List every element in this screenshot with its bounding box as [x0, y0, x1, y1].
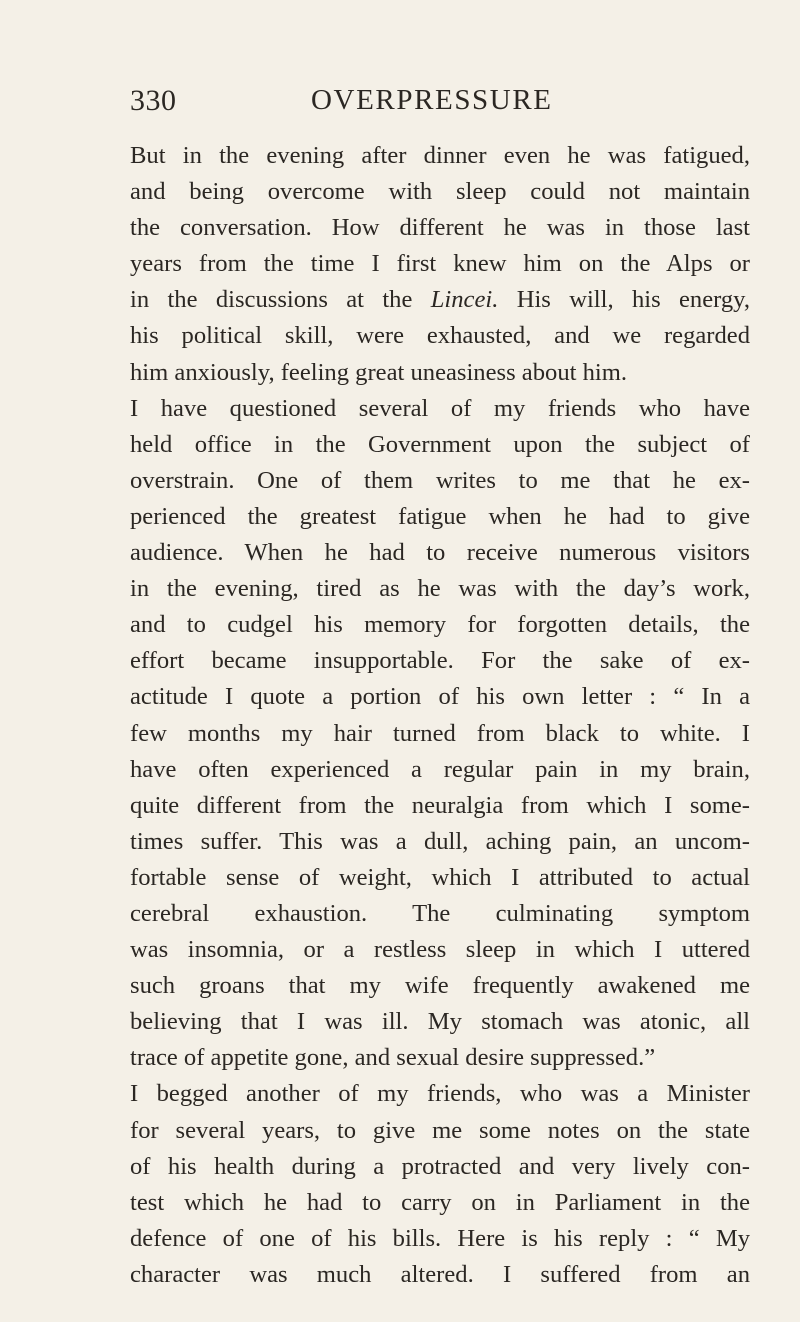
text-segment: overstrain. One of them writes to me that he ex-	[130, 466, 750, 494]
text-line	[130, 932, 750, 968]
page-header	[130, 84, 750, 134]
text-line	[130, 968, 750, 1004]
text-segment: I begged another of my friends, who was a Minister	[130, 1080, 750, 1108]
text-segment: and being overcome with sleep could not maintain	[130, 178, 750, 206]
text-line	[130, 824, 750, 860]
text-line	[130, 174, 750, 210]
text-segment: cerebral exhaustion. The culminating symptom	[130, 899, 750, 927]
text-segment: in the discussions at the	[130, 286, 431, 314]
text-segment: and to cudgel his memory for forgotten details, the	[130, 611, 750, 639]
running-head: OVERPRESSURE	[311, 84, 553, 116]
text-line	[130, 1113, 750, 1149]
italic-term: Lincei.	[430, 286, 499, 314]
text-line	[130, 1221, 750, 1257]
text-line	[130, 643, 750, 679]
text-line	[130, 355, 750, 391]
text-line	[130, 571, 750, 607]
text-segment: test which he had to carry on in Parliament in the	[130, 1188, 750, 1216]
text-line	[130, 1257, 750, 1293]
text-segment: few months my hair turned from black to white. I	[130, 719, 750, 747]
text-segment: actitude I quote a portion of his own letter : “ In a	[130, 683, 750, 711]
text-segment: held office in the Government upon the subject of	[130, 430, 750, 458]
text-segment: his political skill, were exhausted, and we regarded	[130, 322, 750, 350]
page-number: 330	[130, 84, 177, 117]
text-segment: believing that I was ill. My stomach was atonic, all	[130, 1008, 750, 1036]
text-segment: of his health during a protracted and very lively con-	[130, 1152, 750, 1180]
text-line	[130, 210, 750, 246]
text-segment: times suffer. This was a dull, aching pain, an uncom-	[130, 827, 750, 855]
text-segment: effort became insupportable. For the sake of ex-	[130, 647, 750, 675]
text-segment: trace of appetite gone, and sexual desire suppressed.”	[130, 1044, 656, 1072]
text-line	[130, 535, 750, 571]
text-segment: fortable sense of weight, which I attributed to actual	[130, 863, 750, 891]
text-line	[130, 246, 750, 282]
text-line	[130, 318, 750, 354]
text-line	[130, 860, 750, 896]
text-line	[130, 138, 750, 174]
text-line	[130, 282, 750, 318]
text-segment: him anxiously, feeling great uneasiness about him.	[130, 358, 628, 386]
text-line	[130, 716, 750, 752]
text-segment: audience. When he had to receive numerous visitors	[130, 539, 750, 567]
text-segment: was insomnia, or a restless sleep in which I uttered	[130, 936, 750, 964]
text-segment: defence of one of his bills. Here is his reply : “ My	[130, 1224, 750, 1252]
text-line	[130, 427, 750, 463]
text-segment: years from the time I first knew him on the Alps or	[130, 250, 750, 278]
text-segment: perienced the greatest fatigue when he had to give	[130, 502, 750, 530]
text-line	[130, 788, 750, 824]
body-text	[130, 138, 750, 1293]
text-line	[130, 752, 750, 788]
text-segment: for several years, to give me some notes on the state	[130, 1116, 750, 1144]
text-segment: His will, his energy,	[498, 286, 751, 314]
text-segment: in the evening, tired as he was with the day’s work,	[130, 575, 750, 603]
text-line	[130, 463, 750, 499]
text-line	[130, 1185, 750, 1221]
text-segment: such groans that my wife frequently awakened me	[130, 972, 750, 1000]
text-line	[130, 499, 750, 535]
text-line	[130, 1076, 750, 1112]
text-segment: character was much altered. I suffered from an	[130, 1260, 750, 1288]
text-line	[130, 1004, 750, 1040]
text-line	[130, 896, 750, 932]
text-segment: the conversation. How different he was in those last	[130, 214, 750, 242]
text-line	[130, 1040, 750, 1076]
text-segment: quite different from the neuralgia from which I some-	[130, 791, 750, 819]
text-segment: But in the evening after dinner even he was fatigued,	[130, 142, 750, 169]
text-line	[130, 1149, 750, 1185]
text-segment: I have questioned several of my friends who have	[130, 394, 750, 422]
text-line	[130, 391, 750, 427]
text-segment: have often experienced a regular pain in my brain,	[130, 755, 750, 783]
text-line	[130, 607, 750, 643]
text-line	[130, 679, 750, 715]
